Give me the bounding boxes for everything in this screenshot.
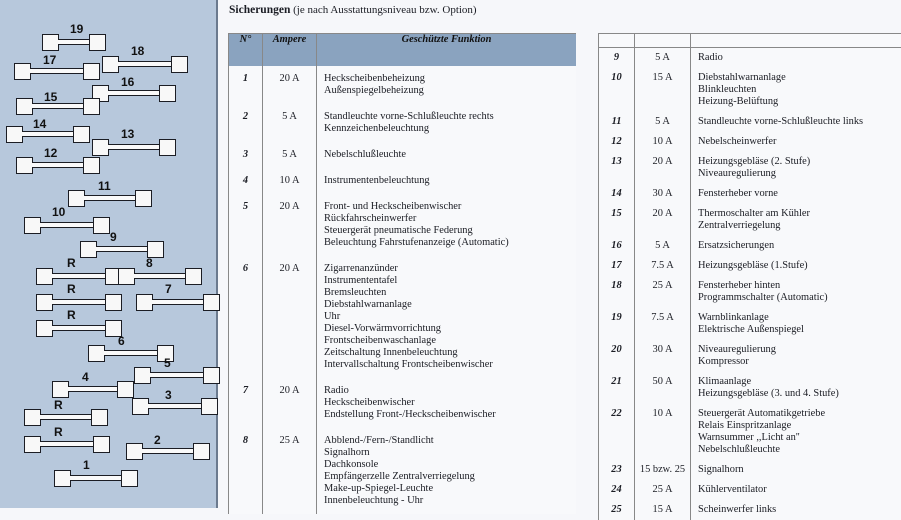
function-line: Instrumententafel bbox=[324, 275, 576, 287]
fuse-terminal bbox=[54, 470, 71, 487]
fuse-function bbox=[691, 480, 901, 500]
fuse-terminal bbox=[105, 294, 122, 311]
fuse-ampere: 25 A bbox=[635, 276, 691, 308]
fuse-ampere: 10 A bbox=[263, 168, 317, 194]
fuse-bar bbox=[58, 39, 90, 45]
fuse-label: R bbox=[54, 398, 63, 412]
table-row bbox=[599, 308, 901, 340]
function-line: Beleuchtung Fahrstufenanzeige (Automatic) bbox=[324, 237, 576, 249]
function-line: Kühlerventilator bbox=[698, 484, 901, 496]
function-line: Steuergerät Automatikgetriebe bbox=[698, 408, 901, 420]
title-bold: Sicherungen bbox=[229, 4, 290, 16]
table-row bbox=[599, 112, 901, 132]
fuse-ampere: 5 A bbox=[263, 104, 317, 142]
table-row bbox=[599, 204, 901, 236]
fuse-6 bbox=[6, 126, 90, 143]
function-line: Bremsleuchten bbox=[324, 287, 576, 299]
fuse-bar bbox=[108, 144, 160, 150]
function-line: Make-up-Spiegel-Leuchte bbox=[324, 483, 576, 495]
fuse-terminal bbox=[36, 320, 53, 337]
fuse-function bbox=[691, 500, 901, 520]
fuse-function bbox=[317, 142, 577, 168]
fuse-19 bbox=[52, 381, 134, 398]
fuse-terminal bbox=[24, 217, 41, 234]
function-line: Niveauregulierung bbox=[698, 168, 901, 180]
function-line: Heizung-Belüftung bbox=[698, 96, 901, 108]
fuse-number: 7 bbox=[229, 378, 263, 428]
fuse-function bbox=[691, 184, 901, 204]
fuse-5 bbox=[16, 98, 100, 115]
fuse-function bbox=[691, 204, 901, 236]
fuse-number: 8 bbox=[229, 428, 263, 514]
fuse-bar bbox=[40, 441, 94, 447]
fuse-bar bbox=[68, 386, 118, 392]
fuse-bar bbox=[70, 475, 122, 481]
function-line: Warnsummer ,,Licht an'' bbox=[698, 432, 901, 444]
fuse-label: 15 bbox=[44, 90, 57, 104]
fuse-20 bbox=[132, 398, 218, 415]
fuse-function bbox=[317, 378, 577, 428]
fuse-7 bbox=[92, 139, 176, 156]
function-line: Signalhorn bbox=[698, 464, 901, 476]
fuse-ampere: 25 A bbox=[263, 428, 317, 514]
fuse-label: 3 bbox=[165, 388, 172, 402]
fuse-function bbox=[317, 428, 577, 514]
fuse-bar bbox=[108, 90, 160, 96]
table-row bbox=[229, 378, 577, 428]
fuse-number: 5 bbox=[229, 194, 263, 256]
table-row bbox=[229, 66, 577, 104]
function-line: Ersatzsicherungen bbox=[698, 240, 901, 252]
fuse-label: R bbox=[67, 308, 76, 322]
fuse-bar bbox=[52, 325, 106, 331]
fuse-table-left bbox=[228, 33, 576, 514]
fuse-terminal bbox=[126, 443, 143, 460]
fuse-bar bbox=[104, 350, 158, 356]
fuse-terminal bbox=[132, 398, 149, 415]
fuse-ampere: 20 A bbox=[263, 256, 317, 378]
fuse-8 bbox=[16, 157, 100, 174]
fuse-label: R bbox=[54, 425, 63, 439]
fuse-bar bbox=[52, 273, 106, 279]
fuse-label: 1 bbox=[83, 458, 90, 472]
function-line: Warnblinkanlage bbox=[698, 312, 901, 324]
fuse-function bbox=[691, 256, 901, 276]
function-line: Blinkleuchten bbox=[698, 84, 901, 96]
col-ampere: Ampere bbox=[263, 34, 317, 67]
fuse-function bbox=[691, 236, 901, 256]
fuse-terminal bbox=[193, 443, 210, 460]
fuse-function bbox=[317, 168, 577, 194]
fuse-terminal bbox=[68, 190, 85, 207]
fuse-function bbox=[317, 104, 577, 142]
function-line: Zentralverriegelung bbox=[698, 220, 901, 232]
fuse-24 bbox=[54, 470, 138, 487]
fuse-21 bbox=[24, 409, 108, 426]
fuse-terminal bbox=[6, 126, 23, 143]
fuse-bar bbox=[22, 131, 74, 137]
fuse-number: 16 bbox=[599, 236, 635, 256]
function-line: Heizungsgebläse (3. und 4. Stufe) bbox=[698, 388, 901, 400]
function-line: Radio bbox=[698, 52, 901, 64]
fuse-function bbox=[691, 276, 901, 308]
function-line: Abblend-/Fern-/Standlicht bbox=[324, 435, 576, 447]
fuse-label: 6 bbox=[118, 334, 125, 348]
function-line: Standleuchte vorne-Schlußleuchte links bbox=[698, 116, 901, 128]
fuse-function bbox=[317, 66, 577, 104]
table-row bbox=[599, 276, 901, 308]
table-row bbox=[599, 184, 901, 204]
function-line: Diesel-Vorwärmvorrichtung bbox=[324, 323, 576, 335]
function-line: Zigarrenanzünder bbox=[324, 263, 576, 275]
fuse-terminal bbox=[93, 217, 110, 234]
table-row bbox=[599, 132, 901, 152]
table-row bbox=[229, 104, 577, 142]
fuse-bar bbox=[40, 222, 94, 228]
fuse-ampere: 15 A bbox=[635, 68, 691, 112]
function-line: Uhr bbox=[324, 311, 576, 323]
function-line: Radio bbox=[324, 385, 576, 397]
function-line: Nebelschlußleuchte bbox=[698, 444, 901, 456]
fuse-bar bbox=[96, 246, 148, 252]
fuse-terminal bbox=[83, 157, 100, 174]
fuse-terminal bbox=[136, 294, 153, 311]
fuse-terminal bbox=[16, 98, 33, 115]
fuse-ampere: 15 bzw. 25 bbox=[635, 460, 691, 480]
fuse-16 bbox=[36, 320, 122, 337]
function-line: Diebstahlwarnanlage bbox=[324, 299, 576, 311]
col-nr: N° bbox=[229, 34, 263, 67]
table-row bbox=[229, 428, 577, 514]
function-line: Heizungsgebläse (2. Stufe) bbox=[698, 156, 901, 168]
page-title bbox=[229, 4, 477, 16]
table-row bbox=[229, 194, 577, 256]
fuse-terminal bbox=[88, 345, 105, 362]
fuse-function bbox=[691, 48, 901, 69]
fuse-13 bbox=[118, 268, 202, 285]
fuse-function bbox=[691, 372, 901, 404]
fuse-ampere: 50 A bbox=[635, 372, 691, 404]
fuse-ampere: 7.5 A bbox=[635, 308, 691, 340]
fuse-number: 18 bbox=[599, 276, 635, 308]
function-line: Programmschalter (Automatic) bbox=[698, 292, 901, 304]
fuse-number: 25 bbox=[599, 500, 635, 520]
function-line: Rückfahrscheinwerfer bbox=[324, 213, 576, 225]
fuse-label: 8 bbox=[146, 256, 153, 270]
fuse-terminal bbox=[92, 139, 109, 156]
function-line: Dachkonsole bbox=[324, 459, 576, 471]
table-row bbox=[599, 500, 901, 520]
fuse-ampere: 20 A bbox=[263, 378, 317, 428]
fuse-number: 13 bbox=[599, 152, 635, 184]
fuse-label: 2 bbox=[154, 433, 161, 447]
fuse-number: 6 bbox=[229, 256, 263, 378]
function-line: Front- und Heckscheibenwischer bbox=[324, 201, 576, 213]
function-line: Endstellung Front-/Heckscheibenwischer bbox=[324, 409, 576, 421]
fuse-number: 4 bbox=[229, 168, 263, 194]
fuse-terminal bbox=[203, 367, 220, 384]
fuse-ampere: 20 A bbox=[635, 204, 691, 236]
function-line: Fensterheber vorne bbox=[698, 188, 901, 200]
function-line: Außenspiegelbeheizung bbox=[324, 85, 576, 97]
fuse-label: 12 bbox=[44, 146, 57, 160]
fuse-bar bbox=[142, 448, 194, 454]
function-line: Steuergerät pneumatische Federung bbox=[324, 225, 576, 237]
fuse-ampere: 5 A bbox=[263, 142, 317, 168]
fuse-ampere: 10 A bbox=[635, 132, 691, 152]
fuse-terminal bbox=[73, 126, 90, 143]
fuse-number: 22 bbox=[599, 404, 635, 460]
function-line: Standleuchte vorne-Schlußleuchte rechts bbox=[324, 111, 576, 123]
fuse-terminal bbox=[14, 63, 31, 80]
fuse-number: 23 bbox=[599, 460, 635, 480]
fuse-bar bbox=[32, 103, 84, 109]
table-row bbox=[599, 340, 901, 372]
col-function: Geschützte Funktion bbox=[317, 34, 577, 67]
fuse-number: 2 bbox=[229, 104, 263, 142]
fuse-ampere: 25 A bbox=[635, 480, 691, 500]
table-row bbox=[599, 48, 901, 69]
fuse-label: 4 bbox=[82, 370, 89, 384]
fuse-terminal bbox=[201, 398, 218, 415]
fuse-terminal bbox=[83, 63, 100, 80]
fuse-terminal bbox=[16, 157, 33, 174]
function-line: Signalhorn bbox=[324, 447, 576, 459]
fuse-terminal bbox=[134, 367, 151, 384]
fuse-label: 11 bbox=[98, 179, 111, 193]
fuse-function bbox=[691, 112, 901, 132]
function-line: Zeitschaltung Innenbeleuchtung bbox=[324, 347, 576, 359]
fuse-23 bbox=[126, 443, 210, 460]
fuse-ampere: 20 A bbox=[263, 194, 317, 256]
fuse-terminal bbox=[52, 381, 69, 398]
fuse-terminal bbox=[135, 190, 152, 207]
fuse-22 bbox=[24, 436, 110, 453]
fuse-terminal bbox=[118, 268, 135, 285]
fuse-2 bbox=[102, 56, 188, 73]
fuse-terminal bbox=[24, 409, 41, 426]
fuse-number: 24 bbox=[599, 480, 635, 500]
fuse-bar bbox=[30, 68, 84, 74]
function-line: Kompressor bbox=[698, 356, 901, 368]
fuse-table-right bbox=[598, 33, 901, 520]
fuse-bar bbox=[84, 195, 136, 201]
fuse-terminal bbox=[159, 139, 176, 156]
fuse-function bbox=[691, 340, 901, 372]
fuse-ampere: 30 A bbox=[635, 184, 691, 204]
function-line: Klimaanlage bbox=[698, 376, 901, 388]
fuse-bar bbox=[150, 372, 204, 378]
fuse-label: R bbox=[67, 282, 76, 296]
fuse-1 bbox=[42, 34, 106, 51]
function-line: Nebelschlußleuchte bbox=[324, 149, 576, 161]
fuse-terminal bbox=[203, 294, 220, 311]
fuse-label: 9 bbox=[110, 230, 117, 244]
fuse-number: 21 bbox=[599, 372, 635, 404]
function-line: Empfängerzelle Zentralverriegelung bbox=[324, 471, 576, 483]
fuse-label: 5 bbox=[164, 356, 171, 370]
fuse-14 bbox=[36, 294, 122, 311]
fuse-bar bbox=[134, 273, 186, 279]
fuse-bar bbox=[40, 414, 92, 420]
fuse-ampere: 5 A bbox=[635, 112, 691, 132]
fuse-15 bbox=[136, 294, 220, 311]
fuse-ampere: 20 A bbox=[263, 66, 317, 104]
fuse-ampere: 5 A bbox=[635, 48, 691, 69]
fuse-number: 20 bbox=[599, 340, 635, 372]
fuse-terminal bbox=[93, 436, 110, 453]
fuse-number: 9 bbox=[599, 48, 635, 69]
fuse-terminal bbox=[117, 381, 134, 398]
fuse-function bbox=[691, 308, 901, 340]
table-row bbox=[599, 236, 901, 256]
fuse-label: R bbox=[67, 256, 76, 270]
table-row bbox=[599, 480, 901, 500]
table-row bbox=[599, 372, 901, 404]
fuse-terminal bbox=[83, 98, 100, 115]
table-row bbox=[229, 142, 577, 168]
fuse-function bbox=[691, 404, 901, 460]
fuse-ampere: 30 A bbox=[635, 340, 691, 372]
fuse-ampere: 5 A bbox=[635, 236, 691, 256]
fuse-number: 17 bbox=[599, 256, 635, 276]
fuse-terminal bbox=[80, 241, 97, 258]
fuse-terminal bbox=[24, 436, 41, 453]
function-line: Frontscheibenwaschanlage bbox=[324, 335, 576, 347]
fuse-number: 14 bbox=[599, 184, 635, 204]
fuse-ampere: 10 A bbox=[635, 404, 691, 460]
fuse-number: 19 bbox=[599, 308, 635, 340]
function-line: Innenbeleuchtung - Uhr bbox=[324, 495, 576, 507]
function-line: Heckscheibenbeheizung bbox=[324, 73, 576, 85]
fuse-number: 11 bbox=[599, 112, 635, 132]
fuse-terminal bbox=[159, 85, 176, 102]
fuse-label: 14 bbox=[33, 117, 46, 131]
function-line: Niveauregulierung bbox=[698, 344, 901, 356]
fuse-bar bbox=[148, 403, 202, 409]
fuse-number: 10 bbox=[599, 68, 635, 112]
table-row bbox=[599, 256, 901, 276]
fuse-label: 16 bbox=[121, 75, 134, 89]
fuse-bar bbox=[52, 299, 106, 305]
fuse-ampere: 15 A bbox=[635, 500, 691, 520]
fuse-function bbox=[691, 152, 901, 184]
function-line: Diebstahlwarnanlage bbox=[698, 72, 901, 84]
table-row bbox=[229, 168, 577, 194]
function-line: Kennzeichenbeleuchtung bbox=[324, 123, 576, 135]
fuse-bar bbox=[32, 162, 84, 168]
fuse-terminal bbox=[91, 409, 108, 426]
function-line: Relais Einspritzanlage bbox=[698, 420, 901, 432]
fuse-10 bbox=[24, 217, 110, 234]
fuse-function bbox=[317, 256, 577, 378]
table-row bbox=[229, 256, 577, 378]
table-row bbox=[599, 460, 901, 480]
fuse-ampere: 20 A bbox=[635, 152, 691, 184]
fuse-12 bbox=[36, 268, 122, 285]
fuse-terminal bbox=[36, 268, 53, 285]
fuse-bar bbox=[118, 61, 172, 67]
function-line: Heckscheibenwischer bbox=[324, 397, 576, 409]
fuse-function bbox=[691, 68, 901, 112]
fuse-terminal bbox=[102, 56, 119, 73]
fuse-box-diagram bbox=[0, 0, 218, 508]
fuse-terminal bbox=[42, 34, 59, 51]
function-line: Scheinwerfer links bbox=[698, 504, 901, 516]
fuse-label: 18 bbox=[131, 44, 144, 58]
function-line: Nebelscheinwerfer bbox=[698, 136, 901, 148]
fuse-label: 19 bbox=[70, 22, 83, 36]
function-line: Intervallschaltung Frontscheibenwischer bbox=[324, 359, 576, 371]
fuse-number: 1 bbox=[229, 66, 263, 104]
title-rest: (je nach Ausstattungsniveau bzw. Option) bbox=[290, 4, 476, 16]
function-line: Elektrische Außenspiegel bbox=[698, 324, 901, 336]
function-line: Thermoschalter am Kühler bbox=[698, 208, 901, 220]
fuse-function bbox=[317, 194, 577, 256]
table-row bbox=[599, 68, 901, 112]
fuse-3 bbox=[14, 63, 100, 80]
function-line: Fensterheber hinten bbox=[698, 280, 901, 292]
fuse-terminal bbox=[185, 268, 202, 285]
fuse-number: 12 bbox=[599, 132, 635, 152]
fuse-label: 13 bbox=[121, 127, 134, 141]
fuse-label: 17 bbox=[43, 53, 56, 67]
fuse-terminal bbox=[36, 294, 53, 311]
fuse-18 bbox=[134, 367, 220, 384]
fuse-function bbox=[691, 132, 901, 152]
function-line: Heizungsgebläse (1.Stufe) bbox=[698, 260, 901, 272]
fuse-label: 7 bbox=[165, 282, 172, 296]
table-row bbox=[599, 152, 901, 184]
fuse-number: 3 bbox=[229, 142, 263, 168]
fuse-17 bbox=[88, 345, 174, 362]
table-row bbox=[599, 404, 901, 460]
fuse-terminal bbox=[171, 56, 188, 73]
fuse-terminal bbox=[121, 470, 138, 487]
fuse-function bbox=[691, 460, 901, 480]
fuse-number: 15 bbox=[599, 204, 635, 236]
fuse-label: 10 bbox=[52, 205, 65, 219]
fuse-ampere: 7.5 A bbox=[635, 256, 691, 276]
fuse-terminal bbox=[89, 34, 106, 51]
function-line: Instrumentenbeleuchtung bbox=[324, 175, 576, 187]
fuse-bar bbox=[152, 299, 204, 305]
